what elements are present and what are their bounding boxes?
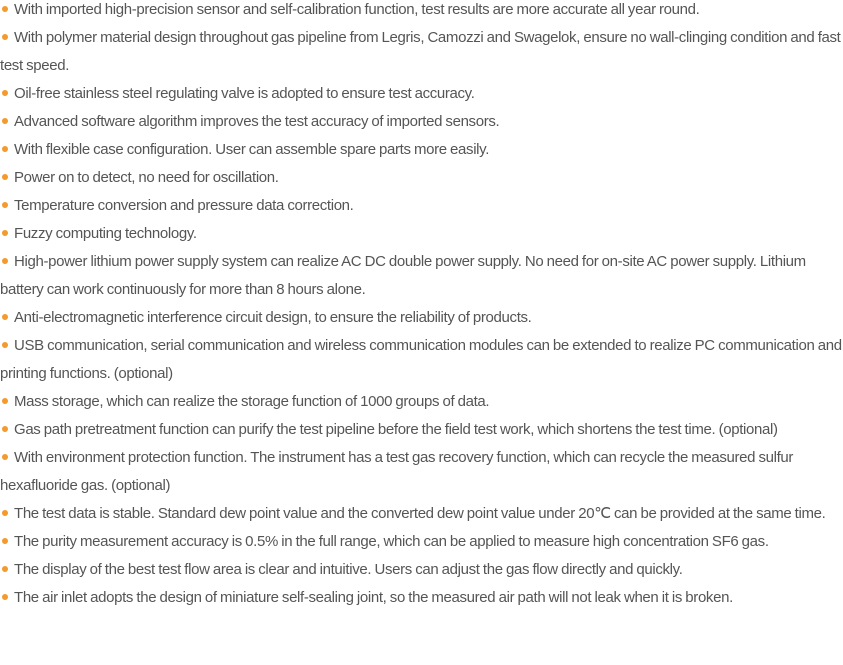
feature-item [0, 80, 843, 108]
feature-text: The test data is stable. Standard dew point value and the converted dew point value under 20℃ can be provided at the same time. [14, 505, 826, 522]
bullet-dot-icon [2, 510, 8, 516]
feature-text: The purity measurement accuracy is 0.5% in the full range, which can be applied to measure high concentration SF6 gas. [14, 533, 769, 550]
feature-item [0, 220, 843, 248]
feature-text: USB communication, serial communication and wireless communication modules can be extended to realize PC communication and printing functions. (optional) [0, 337, 842, 382]
bullet-dot-icon [2, 146, 8, 152]
feature-item [0, 24, 843, 80]
bullet-dot-icon [2, 6, 8, 12]
feature-item [0, 332, 843, 388]
bullet-dot-icon [2, 202, 8, 208]
feature-item [0, 528, 843, 556]
bullet-dot-icon [2, 566, 8, 572]
feature-item [0, 388, 843, 416]
feature-item [0, 108, 843, 136]
feature-text: Mass storage, which can realize the storage function of 1000 groups of data. [14, 393, 490, 410]
bullet-dot-icon [2, 538, 8, 544]
bullet-dot-icon [2, 454, 8, 460]
bullet-dot-icon [2, 398, 8, 404]
feature-item [0, 584, 843, 612]
bullet-dot-icon [2, 118, 8, 124]
feature-text: With environment protection function. The instrument has a test gas recovery function, which can recycle the measured sulfur hexafluoride gas. (optional) [0, 449, 794, 494]
bullet-dot-icon [2, 342, 8, 348]
feature-item [0, 304, 843, 332]
feature-item [0, 192, 843, 220]
feature-text: Temperature conversion and pressure data correction. [14, 197, 354, 214]
feature-text: Power on to detect, no need for oscillation. [14, 169, 279, 186]
feature-text: High-power lithium power supply system can realize AC DC double power supply. No need for on-site AC power supply. Lithium battery can work continuously for more than 8 hours alone. [0, 253, 806, 298]
feature-text: The air inlet adopts the design of miniature self-sealing joint, so the measured air path will not leak when it is broken. [14, 589, 733, 606]
feature-text: Anti-electromagnetic interference circuit design, to ensure the reliability of products. [14, 309, 532, 326]
feature-item [0, 136, 843, 164]
feature-item [0, 248, 843, 304]
bullet-dot-icon [2, 426, 8, 432]
feature-item [0, 556, 843, 584]
feature-item [0, 416, 843, 444]
bullet-dot-icon [2, 314, 8, 320]
bullet-dot-icon [2, 594, 8, 600]
feature-text: The display of the best test flow area is clear and intuitive. Users can adjust the gas flow directly and quickly. [14, 561, 683, 578]
feature-item [0, 0, 843, 24]
bullet-dot-icon [2, 174, 8, 180]
feature-text: Oil-free stainless steel regulating valve is adopted to ensure test accuracy. [14, 85, 475, 102]
bullet-dot-icon [2, 258, 8, 264]
feature-text: With imported high-precision sensor and self-calibration function, test results are more accurate all year round. [14, 1, 700, 18]
bullet-dot-icon [2, 230, 8, 236]
feature-text: Advanced software algorithm improves the test accuracy of imported sensors. [14, 113, 500, 130]
feature-item [0, 164, 843, 192]
feature-text: Fuzzy computing technology. [14, 225, 197, 242]
feature-item [0, 444, 843, 500]
feature-item [0, 500, 843, 528]
feature-text: Gas path pretreatment function can purify the test pipeline before the field test work, which shortens the test time. (optional) [14, 421, 778, 438]
feature-text: With flexible case configuration. User can assemble spare parts more easily. [14, 141, 490, 158]
feature-text: With polymer material design throughout gas pipeline from Legris, Camozzi and Swagelok, ensure no wall-clinging condition and fast test speed. [0, 29, 841, 74]
bullet-dot-icon [2, 34, 8, 40]
bullet-dot-icon [2, 90, 8, 96]
